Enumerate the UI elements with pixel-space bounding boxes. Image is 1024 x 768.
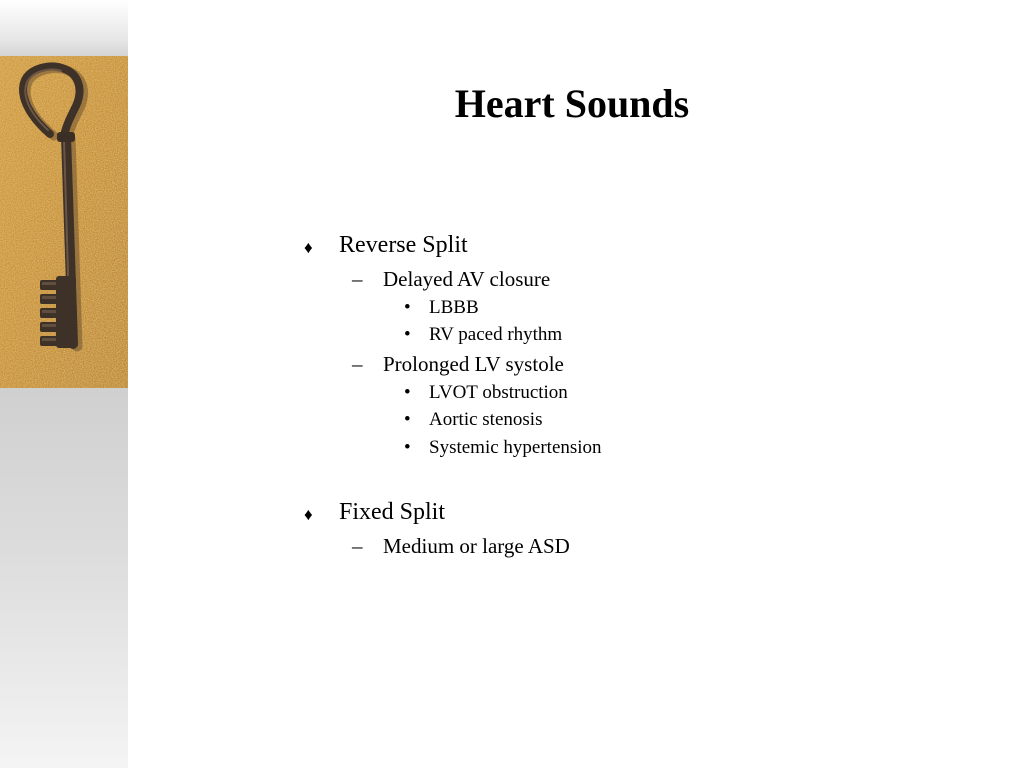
dot-bullet-icon: • xyxy=(404,382,411,403)
item-label: LVOT obstruction xyxy=(429,382,568,403)
dash-bullet-icon: – xyxy=(352,267,363,291)
slide-title: Heart Sounds xyxy=(454,81,690,126)
dot-bullet-icon: • xyxy=(404,437,411,458)
bullet-label: Reverse Split xyxy=(339,232,468,258)
item-label: RV paced rhythm xyxy=(429,324,563,345)
bullet-label: Fixed Split xyxy=(339,499,446,525)
sub-bullet-label: Delayed AV closure xyxy=(383,267,551,291)
key-icon xyxy=(0,56,128,388)
key-photo xyxy=(0,56,128,388)
diamond-bullet-icon: ♦ xyxy=(304,505,313,524)
item-label: Systemic hypertension xyxy=(429,437,602,458)
diamond-bullet-icon: ♦ xyxy=(304,238,313,257)
item-label: LBBB xyxy=(429,297,479,318)
dot-bullet-icon: • xyxy=(404,324,411,345)
dot-bullet-icon: • xyxy=(404,297,411,318)
sub-bullet-label: Prolonged LV systole xyxy=(383,352,564,376)
dash-bullet-icon: – xyxy=(352,534,363,558)
dash-bullet-icon: – xyxy=(352,352,363,376)
dot-bullet-icon: • xyxy=(404,409,411,430)
item-label: Aortic stenosis xyxy=(429,409,543,430)
sub-bullet-label: Medium or large ASD xyxy=(383,534,570,558)
